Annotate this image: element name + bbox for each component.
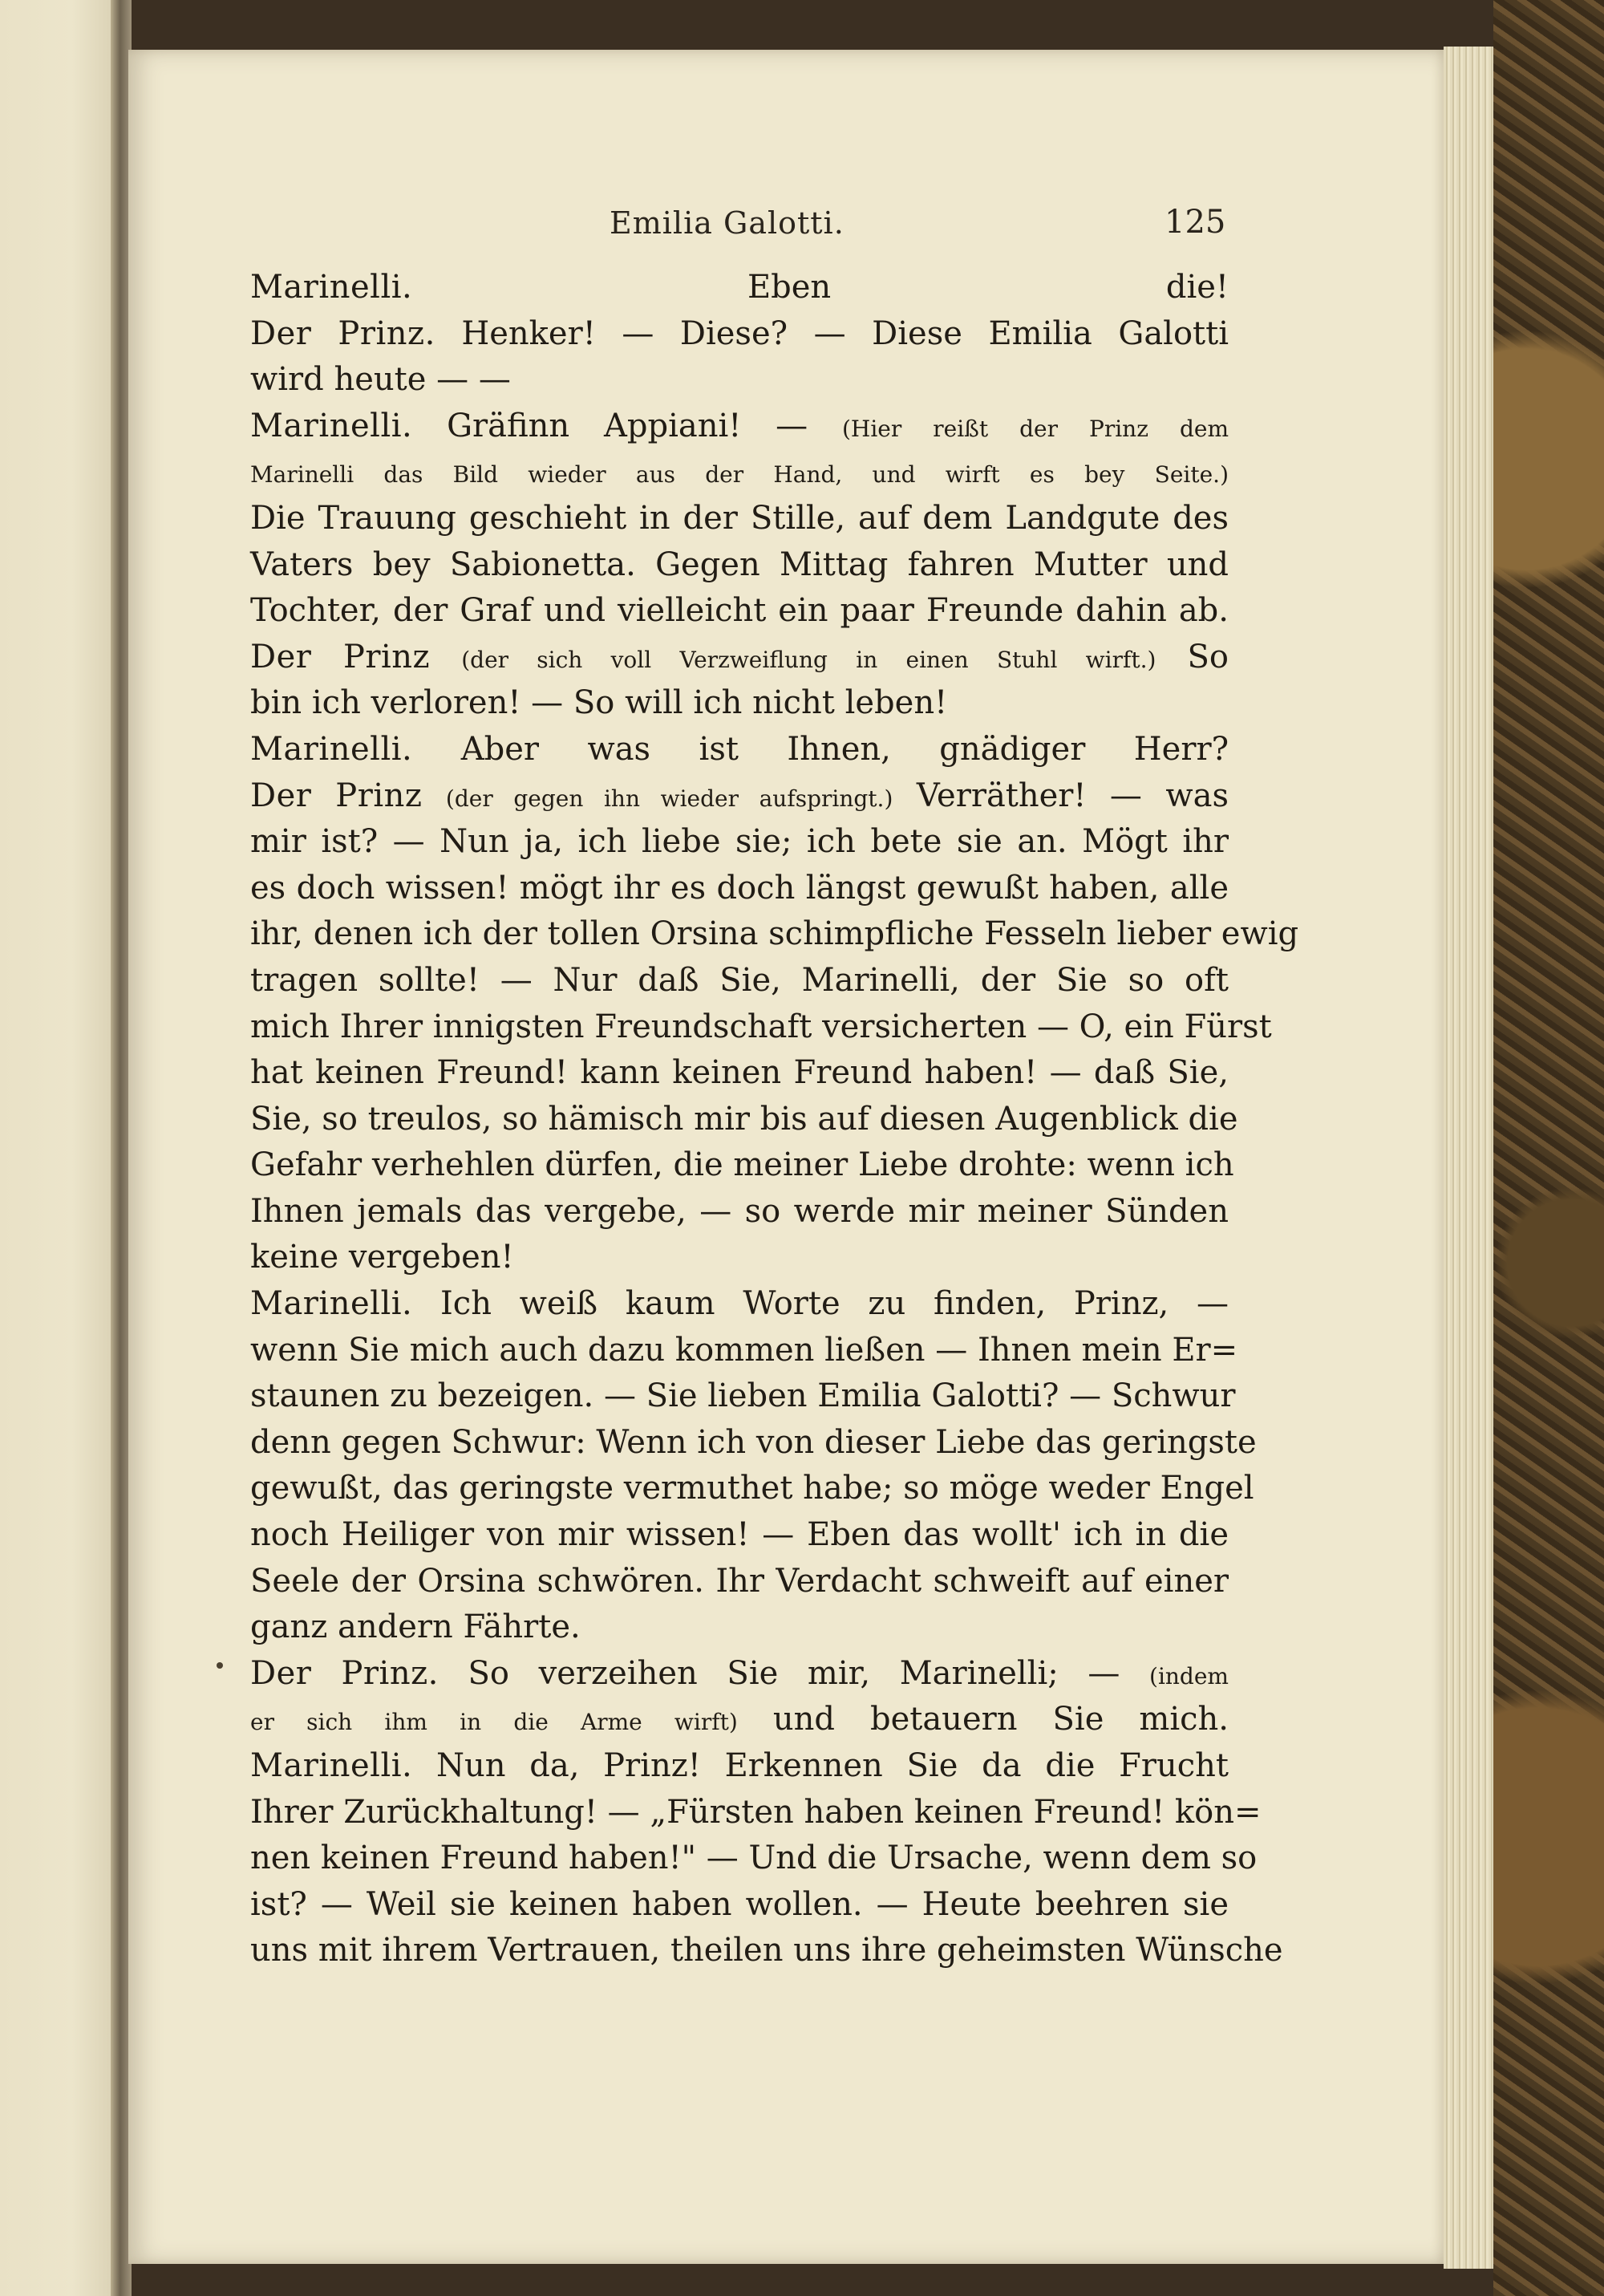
ink-speck xyxy=(217,1662,223,1669)
dialogue-text: und betauern Sie mich. xyxy=(772,1701,1229,1738)
dialogue-text: tragen sollte! — Nur daß Sie, Marinelli, der Sie so oft xyxy=(250,961,1229,999)
text-line xyxy=(250,1281,1229,1328)
text-line xyxy=(250,1420,1257,1466)
text-line xyxy=(250,635,1229,681)
dialogue-text: nen keinen Freund haben!" — Und die Ursache, wenn dem so xyxy=(250,1840,1258,1877)
dialogue-text: Ich weiß kaum Worte zu finden, Prinz, — xyxy=(439,1285,1229,1323)
dialogue-text: mir ist? — Nun ja, ich liebe sie; ich bete sie an. Mögt ihr xyxy=(250,823,1229,861)
dialogue-text: So verzeihen Sie mir, Marinelli; — xyxy=(468,1654,1120,1692)
text-line xyxy=(250,773,1229,820)
text-line xyxy=(250,404,1229,450)
dialogue-text: Henker! — Diese? — Diese Emilia Galotti xyxy=(461,314,1229,352)
dialogue-text: Nun da, Prinz! Erkennen Sie da die Frucht xyxy=(435,1747,1229,1784)
text-line xyxy=(250,588,1229,635)
stage-direction: Marinelli das Bild wieder aus der Hand, und wirft es bey Seite.) xyxy=(250,461,1229,489)
text-line xyxy=(250,1373,1236,1420)
text-line xyxy=(250,311,1229,358)
dialogue-text: ist? — Weil sie keinen haben wollen. — Heute beehren sie xyxy=(250,1885,1229,1923)
stage-direction: (der sich voll Verzweiflung in einen Stuhl wirft.) xyxy=(461,646,1156,673)
stage-direction: (der gegen ihn wieder aufspringt.) xyxy=(445,785,893,812)
dialogue-text: gewußt, das geringste vermuthet habe; so möge weder Engel xyxy=(250,1470,1254,1507)
speaker-name: Marinelli. xyxy=(250,1285,413,1323)
stage-direction: (indem xyxy=(1149,1662,1229,1690)
text-line xyxy=(250,1189,1229,1235)
left-page-edge xyxy=(0,0,120,2296)
text-line xyxy=(250,1697,1229,1743)
dialogue-text: Eben die! xyxy=(747,269,1229,306)
speaker-name: Marinelli. xyxy=(250,269,413,306)
text-line xyxy=(250,357,1229,404)
text-line xyxy=(250,1836,1258,1882)
speaker-name: Der Prinz xyxy=(250,638,431,675)
speaker-name: Der Prinz xyxy=(250,777,423,814)
text-line xyxy=(250,1512,1229,1559)
text-line xyxy=(250,911,1299,958)
page-edges xyxy=(1444,47,1493,2269)
marbled-cover xyxy=(1493,0,1604,2296)
dialogue-text: noch Heiliger von mir wissen! — Eben das wollt' ich in die xyxy=(250,1516,1229,1554)
text-line xyxy=(250,542,1229,589)
text-line xyxy=(250,1559,1229,1605)
text-line xyxy=(250,1328,1238,1374)
dialogue-text: Die Trauung geschieht in der Stille, auf dem Landgute des xyxy=(250,499,1229,537)
text-line xyxy=(250,1790,1262,1836)
text-line xyxy=(250,680,1229,727)
text-line xyxy=(250,1882,1229,1929)
dialogue-text: staunen zu bezeigen. — Sie lieben Emilia Galotti? — Schwur xyxy=(250,1377,1236,1415)
page-text xyxy=(250,265,1299,1974)
dialogue-text: mich Ihrer innigsten Freundschaft versicherten — O, ein Fürst xyxy=(250,1008,1272,1045)
speaker-name: Der Prinz. xyxy=(250,314,435,352)
text-line xyxy=(250,1004,1272,1051)
text-line xyxy=(250,449,1229,496)
stage-direction: (Hier reißt der Prinz dem xyxy=(842,415,1229,442)
text-line xyxy=(250,265,1229,311)
dialogue-text: wird heute — — xyxy=(250,361,511,399)
dialogue-text: denn gegen Schwur: Wenn ich von dieser Liebe das geringste xyxy=(250,1423,1257,1461)
text-line xyxy=(250,866,1229,912)
text-line xyxy=(250,1743,1229,1790)
text-line xyxy=(250,1142,1234,1189)
page-number: 125 xyxy=(1165,204,1226,241)
dialogue-text: Ihnen jemals das vergebe, — so werde mir meiner Sünden xyxy=(250,1192,1229,1230)
dialogue-text: Aber was ist Ihnen, gnädiger Herr? xyxy=(460,730,1229,768)
text-line xyxy=(250,1928,1283,1974)
dialogue-text: ihr, denen ich der tollen Orsina schimpfliche Fesseln lieber ewig xyxy=(250,915,1299,953)
dialogue-text: wenn Sie mich auch dazu kommen ließen — Ihnen mein Er= xyxy=(250,1331,1238,1369)
text-line xyxy=(250,1651,1229,1698)
dialogue-text: Verräther! — was xyxy=(916,777,1229,814)
text-line xyxy=(250,1050,1229,1097)
dialogue-text: Seele der Orsina schwören. Ihr Verdacht schweift auf einer xyxy=(250,1562,1229,1600)
text-line xyxy=(250,1466,1254,1512)
dialogue-text: Ihrer Zurückhaltung! — „Fürsten haben keinen Freund! kön= xyxy=(250,1793,1262,1831)
dialogue-text: Sie, so treulos, so hämisch mir bis auf diesen Augenblick die xyxy=(250,1100,1238,1138)
speaker-name: Marinelli. xyxy=(250,1747,413,1784)
text-line xyxy=(250,1235,1229,1281)
speaker-name: Marinelli. xyxy=(250,730,413,768)
dialogue-text: hat keinen Freund! kann keinen Freund haben! — daß Sie, xyxy=(250,1054,1229,1092)
dialogue-text: es doch wissen! mögt ihr es doch längst gewußt haben, alle xyxy=(250,869,1229,907)
speaker-name: Der Prinz. xyxy=(250,1654,439,1692)
dialogue-text: ganz andern Fährte. xyxy=(250,1608,581,1646)
dialogue-text: Vaters bey Sabionetta. Gegen Mittag fahren Mutter und xyxy=(250,546,1229,583)
speaker-name: Marinelli. xyxy=(250,407,413,444)
text-line xyxy=(250,958,1229,1004)
text-line xyxy=(250,496,1229,542)
text-line xyxy=(250,727,1229,773)
dialogue-text: So xyxy=(1187,638,1229,675)
dialogue-text: uns mit ihrem Vertrauen, theilen uns ihre geheimsten Wünsche xyxy=(250,1932,1283,1969)
stage-direction: er sich ihm in die Arme wirft) xyxy=(250,1709,738,1736)
dialogue-text: bin ich verloren! — So will ich nicht leben! xyxy=(250,684,948,722)
dialogue-text: Tochter, der Graf und vielleicht ein paar Freunde dahin ab. xyxy=(250,592,1229,630)
text-line xyxy=(250,1604,1229,1651)
dialogue-text: Gräfinn Appiani! — xyxy=(447,407,808,444)
running-title: Emilia Galotti. xyxy=(610,205,845,241)
dialogue-text: Gefahr verhehlen dürfen, die meiner Liebe drohte: wenn ich xyxy=(250,1146,1234,1184)
text-line xyxy=(250,1097,1238,1143)
dialogue-text: keine vergeben! xyxy=(250,1239,514,1276)
text-line xyxy=(250,819,1229,866)
